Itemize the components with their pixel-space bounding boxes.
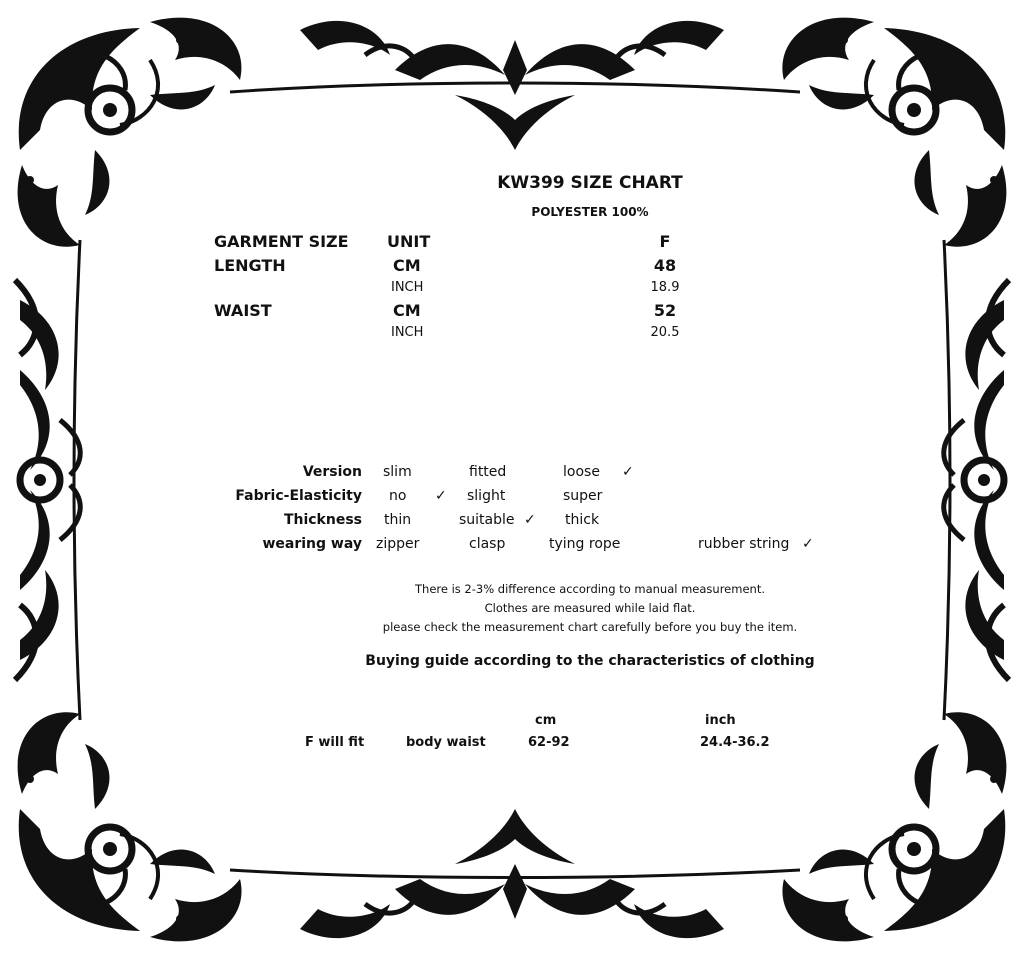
row-waist-unit: CM [393,301,421,320]
version-option-loose: loose [563,464,600,480]
material-label: POLYESTER 100% [531,205,649,219]
row-length-value: 48 [653,256,677,275]
header-garment-size: GARMENT SIZE [214,232,349,251]
elasticity-option-no: no [389,488,407,504]
row-length-inch-value: 18.9 [650,280,680,295]
header-size-f: F [659,232,671,251]
fit-row-cm: 62-92 [528,735,570,750]
elasticity-option-super: super [563,488,603,504]
wearing-option-rubber-string: rubber string [698,536,790,552]
version-option-fitted: fitted [469,464,507,480]
row-waist-value: 52 [653,301,677,320]
wearing-option-tying-rope: tying rope [549,536,621,552]
elasticity-label: Fabric-Elasticity [235,488,362,504]
fit-header-cm: cm [535,713,557,728]
thickness-option-thin: thin [384,512,412,528]
version-check-icon: ✓ [622,464,634,480]
fit-row-inch: 24.4-36.2 [700,735,770,750]
row-length-unit: CM [393,256,421,275]
note-check-chart: please check the measurement chart carefully before you buy the item. [382,620,798,634]
fit-row-label: F will fit [305,735,365,750]
thickness-label: Thickness [283,512,362,528]
version-option-slim: slim [383,464,412,480]
fit-row-measure: body waist [406,735,486,750]
thickness-option-thick: thick [565,512,600,528]
version-label: Version [302,464,362,480]
note-laid-flat: Clothes are measured while laid flat. [484,601,696,615]
thickness-option-suitable: suitable [459,512,515,528]
note-measurement-difference: There is 2-3% difference according to manual measurement. [415,582,765,596]
header-unit: UNIT [387,232,431,251]
elasticity-check-icon: ✓ [435,488,447,504]
row-length-label: LENGTH [214,256,286,275]
thickness-check-icon: ✓ [524,512,536,528]
fit-header-inch: inch [705,713,736,728]
buying-guide-title: Buying guide according to the characteristics of clothing [365,653,815,669]
wearing-option-zipper: zipper [376,536,420,552]
wearing-option-clasp: clasp [469,536,506,552]
row-length-inch-unit: INCH [391,280,424,295]
wearing-way-label: wearing way [262,536,362,552]
elasticity-option-slight: slight [467,488,506,504]
row-waist-inch-value: 20.5 [650,325,680,340]
row-waist-inch-unit: INCH [391,325,424,340]
wearing-check-icon: ✓ [802,536,814,552]
row-waist-label: WAIST [214,301,272,320]
chart-title: KW399 SIZE CHART [497,173,683,193]
